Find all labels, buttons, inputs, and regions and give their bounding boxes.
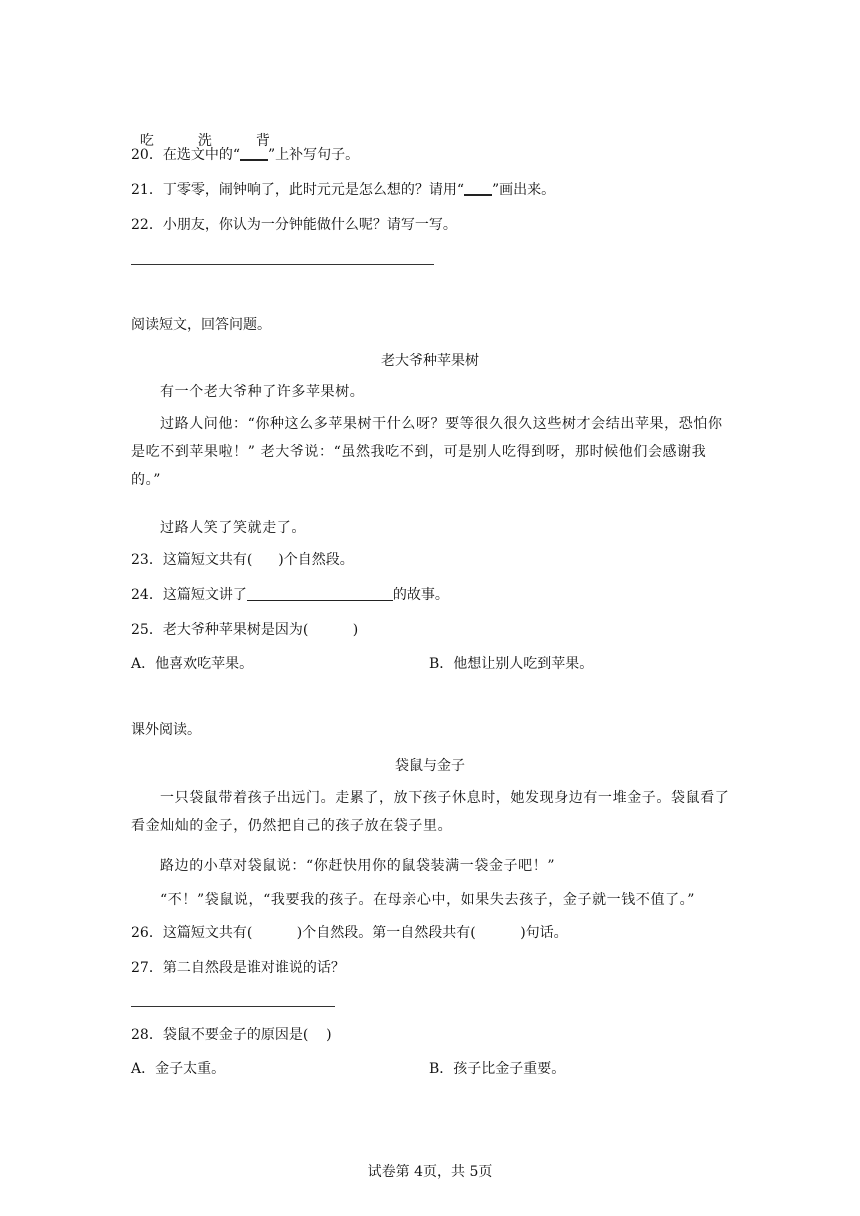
question-number: 21． — [131, 182, 163, 198]
question-21 — [131, 180, 555, 200]
section-3-instruction: 课外阅读。 — [131, 722, 201, 738]
passage-1-paragraph-3: 过路人笑了笑就走了。 — [160, 520, 306, 536]
question-25-option-b[interactable]: B．他想让别人吃到苹果。 — [429, 656, 594, 672]
question-25 — [131, 620, 358, 640]
question-text-before: 这篇短文讲了 — [162, 587, 247, 603]
question-text: 这篇短文共有( )个自然段。第一自然段共有( )句话。 — [162, 925, 568, 941]
question-23 — [131, 550, 354, 570]
section-2-instruction: 阅读短文，回答问题。 — [131, 317, 271, 333]
question-text-after: ”画出来。 — [491, 182, 556, 198]
passage-1-paragraph-1: 有一个老大爷种了许多苹果树。 — [160, 384, 365, 400]
question-number: 25． — [131, 622, 163, 638]
answer-blank[interactable] — [240, 145, 268, 161]
question-number: 28． — [131, 1027, 163, 1043]
question-28-option-b[interactable]: B．孩子比金子重要。 — [429, 1061, 566, 1077]
question-20 — [131, 145, 359, 165]
question-number: 22． — [131, 217, 163, 233]
question-28 — [131, 1025, 332, 1045]
word-2: 洗 — [197, 133, 212, 149]
passage-title-2: 袋鼠与金子 — [395, 758, 465, 774]
question-text-before: 在选文中的“ — [162, 147, 240, 163]
word-1: 吃 — [139, 133, 154, 149]
question-number: 20． — [131, 147, 163, 163]
question-text: 老大爷种苹果树是因为( ) — [162, 622, 359, 638]
question-text-after: )个自然段。 — [278, 552, 354, 568]
question-24 — [131, 585, 449, 605]
answer-blank[interactable] — [247, 586, 393, 601]
answer-blank[interactable] — [464, 180, 492, 196]
question-text: 袋鼠不要金子的原因是( ) — [162, 1027, 332, 1043]
question-25-option-a[interactable]: A．他喜欢吃苹果。 — [131, 656, 254, 672]
page-footer: 试卷第 4页，共 5页 — [367, 1164, 493, 1180]
passage-2-paragraph-2: 路边的小草对袋鼠说：“你赶快用你的鼠袋装满一袋金子吧！” — [160, 858, 556, 874]
passage-2-paragraph-3: “不！”袋鼠说，“我要我的孩子。在母亲心中，如果失去孩子，金子就一钱不值了。” — [160, 892, 696, 908]
question-number: 23． — [131, 552, 163, 568]
question-28-option-a[interactable]: A．金子太重。 — [131, 1061, 226, 1077]
word-3: 背 — [255, 133, 270, 149]
passage-title-1: 老大爷种苹果树 — [381, 353, 479, 369]
question-number: 24． — [131, 587, 163, 603]
question-text-before: 这篇短文共有( — [162, 552, 253, 568]
passage-2-paragraph-1: 一只袋鼠带着孩子出远门。走累了，放下孩子休息时，她发现身边有一堆金子。袋鼠看了看金灿灿的金子，仍然把自己的孩子放在袋子里。 — [131, 790, 730, 834]
question-27 — [131, 958, 345, 978]
question-text-before: 丁零零，闹钟响了，此时元元是怎么想的？请用“ — [162, 182, 464, 198]
question-number: 26． — [131, 925, 163, 941]
question-22 — [131, 215, 457, 235]
question-26 — [131, 923, 568, 943]
answer-line-22[interactable] — [131, 264, 434, 265]
question-number: 27． — [131, 960, 163, 976]
passage-1-paragraph-2: 过路人问他：“你种这么多苹果树干什么呀？要等很久很久这些树才会结出苹果，恐怕你是吃不到苹果啦！” 老大爷说：“虽然我吃不到，可是别人吃得到呀，那时候他们会感谢我的。” — [131, 416, 723, 488]
question-text: 小朋友，你认为一分钟能做什么呢？请写一写。 — [162, 217, 457, 233]
question-text: 第二自然段是谁对谁说的话？ — [162, 960, 345, 976]
question-text-after: ”上补写句子。 — [268, 147, 360, 163]
question-text-after: 的故事。 — [392, 587, 449, 603]
answer-line-27[interactable] — [131, 1006, 335, 1007]
